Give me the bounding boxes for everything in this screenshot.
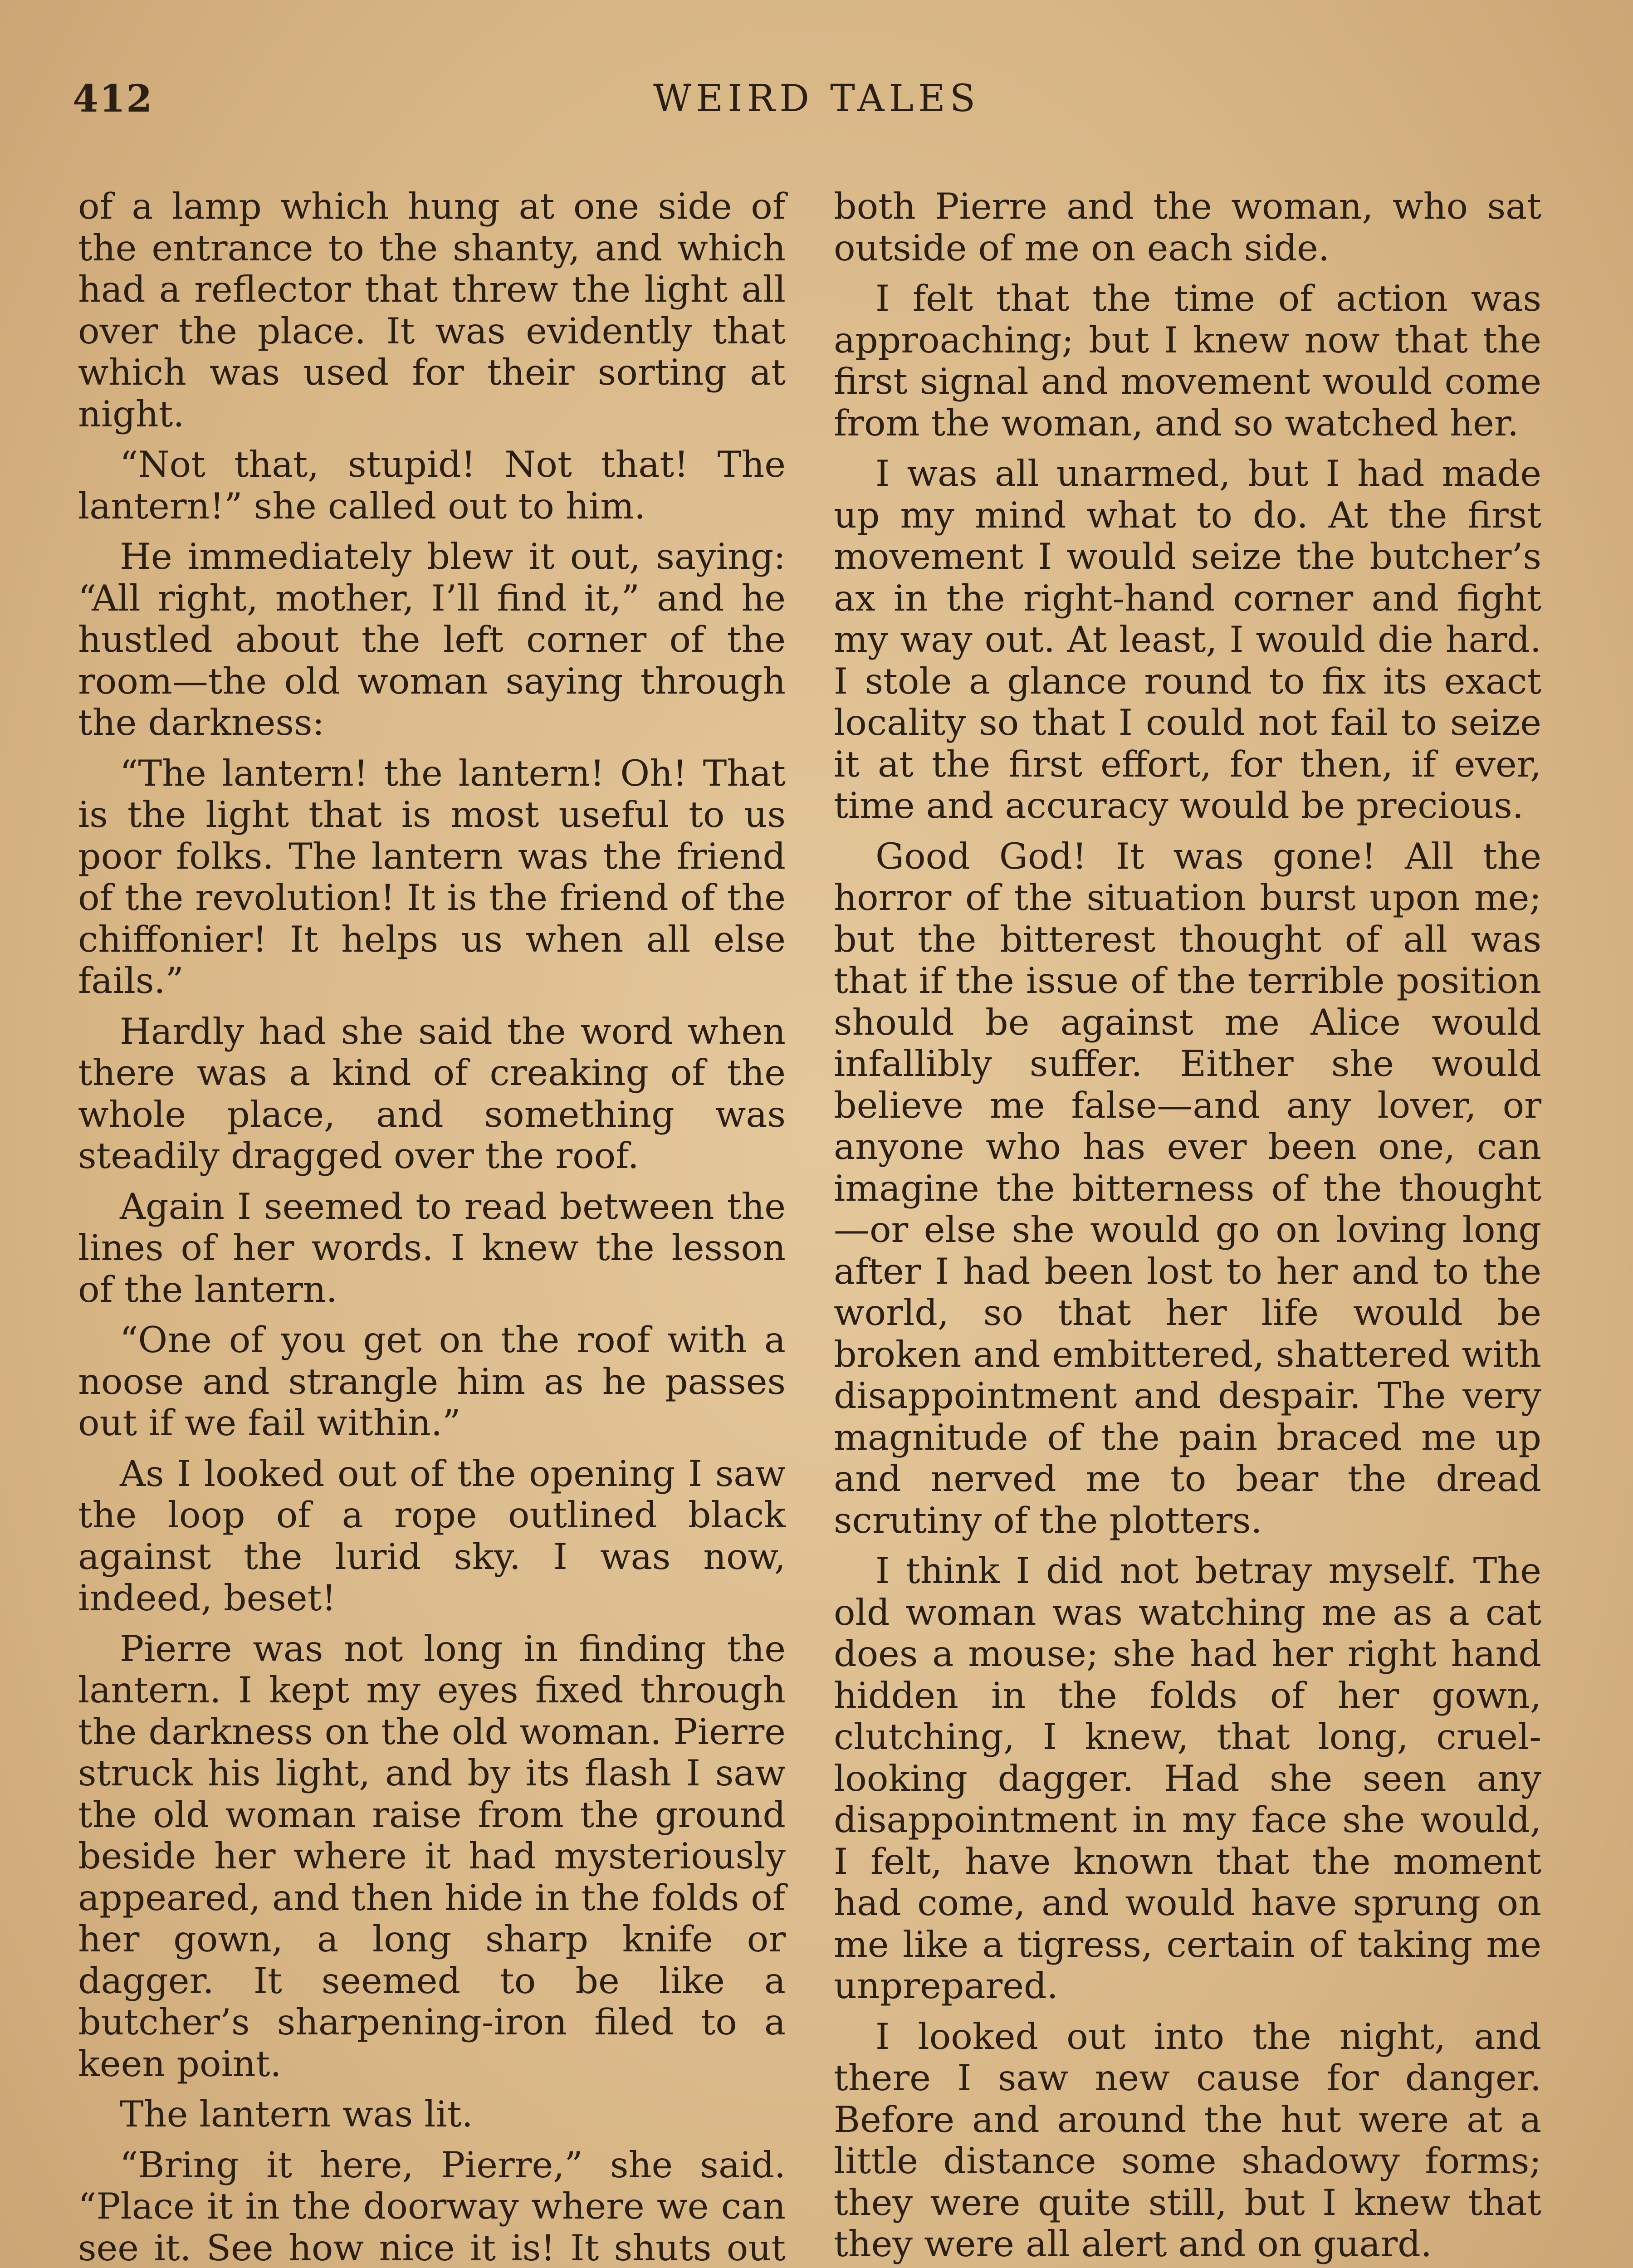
paragraph: “Bring it here, Pierre,” she said. “Place it in the doorway where we can see it. See how nice it is! It shuts out (78, 2144, 786, 2268)
paragraph: Again I seemed to read between the lines of her words. I knew the lesson of the lantern. (78, 1185, 786, 1310)
paragraph: I was all unarmed, but I had made up my mind what to do. At the first movement I would seize the butcher’s ax in the right-hand corner and fight my way out. At least, I would die hard. I stole a glance round to fix its exact locality so that I could not fail to seize it at the first effort, for then, if ever, time and accuracy would be precious. (834, 453, 1541, 826)
paragraph: Good God! It was gone! All the horror of the situation burst upon me; but the bitterest thought of all was that if the issue of the terrible position should be against me Alice would infallibly suffer. Either she would believe me false—and any lover, or anyone who has ever been one, can imagine the bitterness of the thought—or else she would go on loving long after I had been lost to her and to the world, so that her life would be broken and embittered, shattered with disappointment and despair. The very magnitude of the pain braced me up and nerved me to bear the dread scrutiny of the plotters. (834, 835, 1541, 1541)
paragraph: He immediately blew it out, saying: “All right, mother, I’ll find it,” and he hustled about the left corner of the room—the old woman saying through the darkness: (78, 536, 786, 743)
paragraph: Pierre was not long in finding the lantern. I kept my eyes fixed through the darkness on the old woman. Pierre struck his light, and by its flash I saw the old woman raise from the ground beside her where it had mysteriously appeared, and then hide in the folds of her gown, a long sharp knife or dagger. It seemed to be like a butcher’s sharpening-iron filed to a keen point. (78, 1628, 786, 2085)
left-column (78, 186, 786, 2268)
paragraph: The lantern was lit. (120, 2093, 473, 2135)
paragraph: I think I did not betray myself. The old woman was watching me as a cat does a mouse; she had her right hand hidden in the folds of her gown, clutching, I knew, that long, cruel-looking dagger. Had she seen any disappointment in my face she would, I felt, have known that the moment had come, and would have sprung on me like a tigress, certain of taking me unprepared. (834, 1550, 1541, 2007)
right-column (834, 186, 1541, 2268)
paragraph: As I looked out of the opening I saw the loop of a rope outlined black against the lurid sky. I was now, indeed, beset! (78, 1452, 786, 1619)
paragraph: Hardly had she said the word when there was a kind of creaking of the whole place, and something was steadily dragged over the roof. (78, 1010, 786, 1177)
paragraph: “One of you get on the roof with a noose and strangle him as he passes out if we fail within.” (78, 1319, 786, 1444)
paragraph: both Pierre and the woman, who sat outside of me on each side. (834, 186, 1541, 269)
page-number: 412 (73, 77, 153, 121)
running-head: WEIRD TALES (653, 77, 980, 120)
paragraph: “Not that, stupid! Not that! The lantern!” she called out to him. (78, 444, 786, 527)
paragraph: “The lantern! the lantern! Oh! That is the light that is most useful to us poor folks. The lantern was the friend of the revolution! It is the friend of the chiffonier! It helps us when all else fails.” (78, 752, 786, 1002)
page-header (73, 77, 1560, 127)
paragraph: I looked out into the night, and there I saw new cause for danger. Before and around the hut were at a little distance some shadowy forms; they were quite still, but I knew that they were all alert and on guard. (834, 2015, 1541, 2265)
paragraph: I felt that the time of action was approaching; but I knew now that the first signal and movement would come from the woman, and so watched her. (834, 278, 1541, 444)
paragraph: of a lamp which hung at one side of the entrance to the shanty, and which had a reflector that threw the light all over the place. It was evidently that which was used for their sorting at night. (78, 186, 786, 435)
